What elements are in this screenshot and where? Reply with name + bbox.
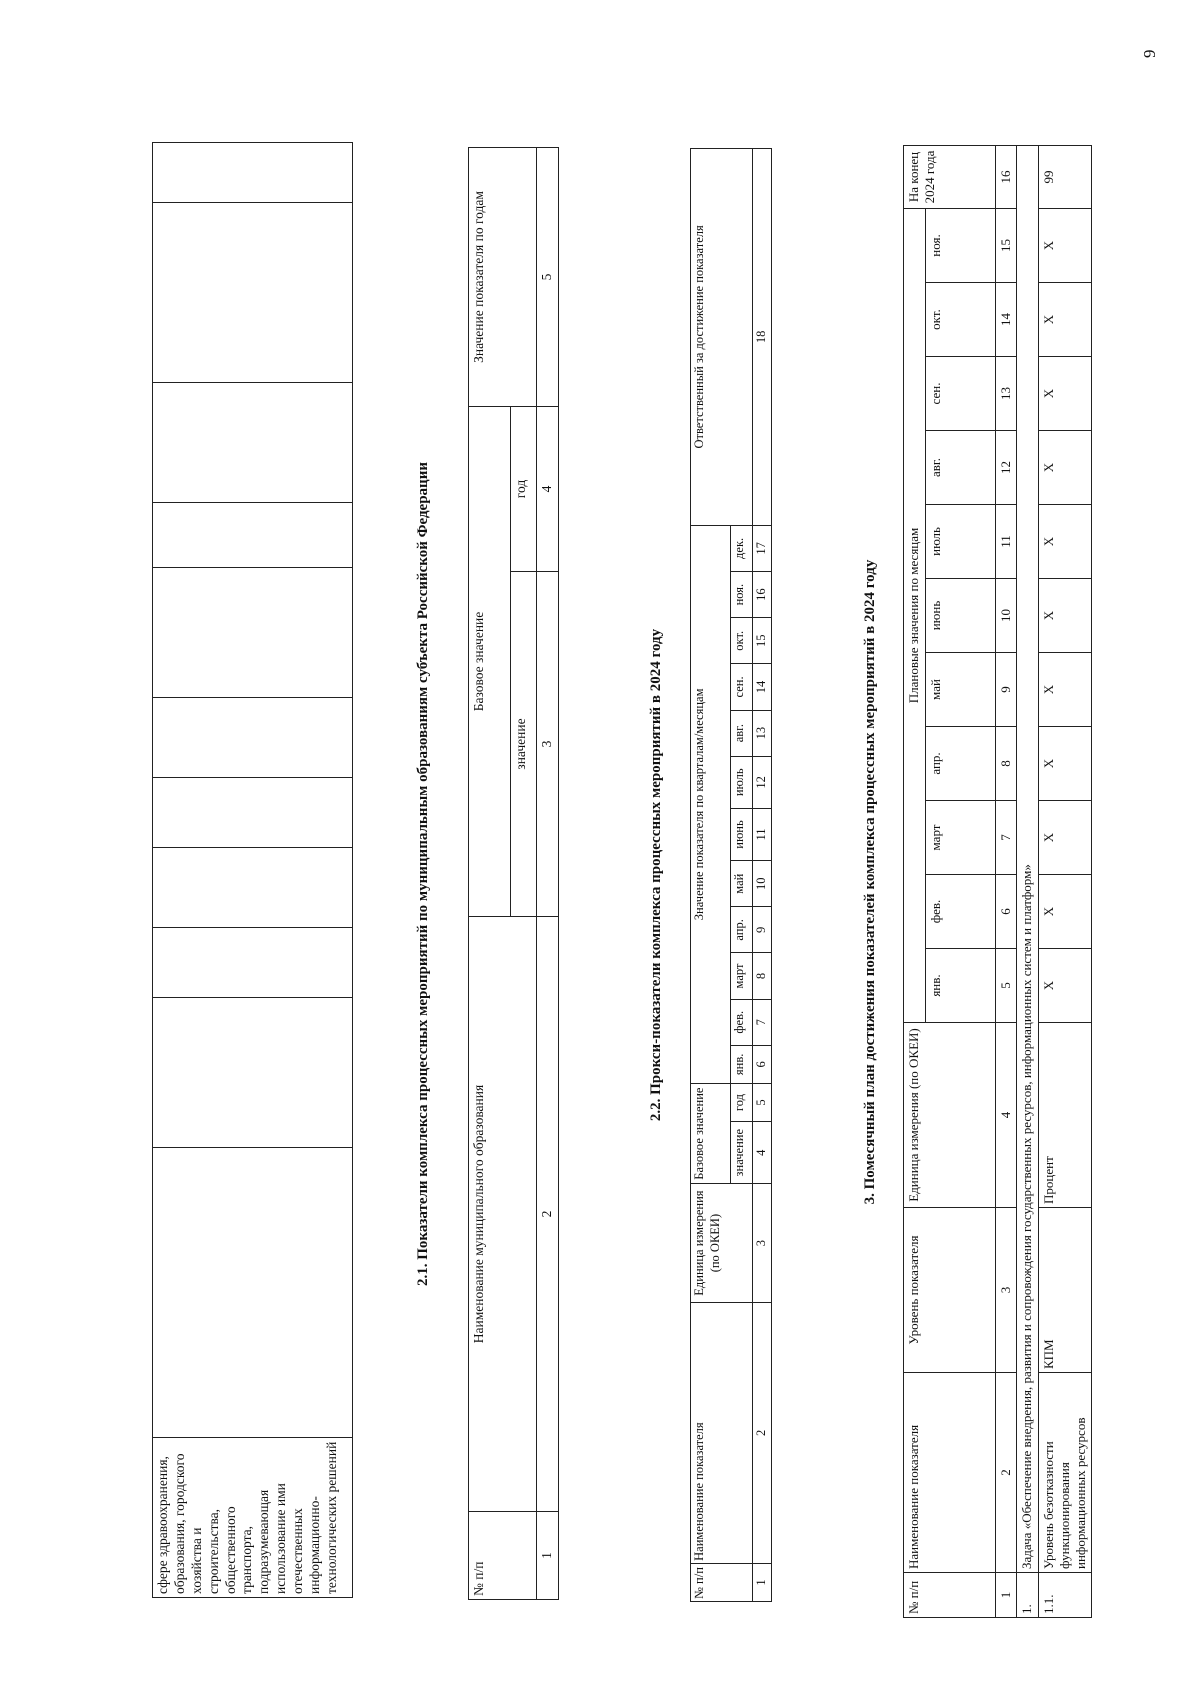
header-month: июнь (731, 808, 753, 860)
header-month: апр. (731, 907, 753, 953)
index-cell: 10 (996, 579, 1017, 653)
header-month: июль (926, 505, 996, 579)
index-cell: 7 (996, 801, 1017, 875)
index-cell: 11 (996, 505, 1017, 579)
index-cell: 11 (753, 808, 772, 860)
section-2-1-title: 2.1. Показатели комплекса процессных мероприятий по муниципальным образованиям субъекта Российской Федерации (415, 462, 431, 1286)
index-cell: 12 (753, 756, 772, 808)
index-cell: 13 (753, 710, 772, 756)
section-2-2-title: 2.2. Прокси-показатели комплекса процессных мероприятий в 2024 году (648, 628, 664, 1122)
task-text: Задача «Обеспечение внедрения, развития и сопровождения государственных ресурсов, информационных систем и платформ» (1017, 146, 1038, 1573)
row-month-value: X (1038, 579, 1092, 653)
index-cell: 2 (537, 917, 559, 1512)
header-month: сен. (926, 357, 996, 431)
header-month: авг. (926, 431, 996, 505)
row-month-value: X (1038, 875, 1092, 949)
header-month: март (926, 801, 996, 875)
index-cell: 3 (753, 1184, 772, 1302)
header-month: март (731, 953, 753, 999)
row-month-value: X (1038, 209, 1092, 283)
row-month-value: X (1038, 653, 1092, 727)
header-base-value: Базовое значение (691, 1083, 731, 1183)
header-num: № п/п (469, 1512, 537, 1600)
index-cell: 9 (996, 653, 1017, 727)
index-cell: 9 (753, 907, 772, 953)
index-cell: 15 (753, 618, 772, 664)
row-month-value: X (1038, 357, 1092, 431)
index-cell: 5 (753, 1083, 772, 1121)
header-level: Уровень показателя (904, 1208, 996, 1373)
header-month: дек. (731, 525, 753, 571)
index-cell: 5 (537, 147, 559, 406)
header-month: май (926, 653, 996, 727)
header-month: янв. (731, 1045, 753, 1083)
index-cell: 16 (996, 146, 1017, 209)
header-month: май (731, 861, 753, 907)
header-month: июнь (926, 579, 996, 653)
row-indicator-name: Уровень безотказности функционирования информационных ресурсов (1038, 1373, 1092, 1573)
index-cell: 13 (996, 357, 1017, 431)
header-num: № п/п (904, 1573, 996, 1618)
index-cell: 12 (996, 431, 1017, 505)
index-cell: 10 (753, 861, 772, 907)
index-cell: 17 (753, 525, 772, 571)
header-month: сен. (731, 664, 753, 710)
section-3-title: 3. Помесячный план достижения показателей комплекса процессных мероприятий в 2024 году (862, 559, 878, 1205)
header-indicator-name: Наименование показателя (691, 1302, 753, 1563)
index-cell: 7 (753, 999, 772, 1045)
row-month-value: X (1038, 283, 1092, 357)
header-periods: Значение показателя по кварталам/месяцам (691, 525, 731, 1083)
index-cell: 6 (753, 1045, 772, 1083)
row-month-value: X (1038, 727, 1092, 801)
index-cell: 3 (537, 572, 559, 917)
header-month: июль (731, 756, 753, 808)
header-unit: Единица измерения (по ОКЕИ) (904, 1023, 996, 1208)
index-cell: 14 (996, 283, 1017, 357)
index-cell: 8 (996, 727, 1017, 801)
header-month: авг. (731, 710, 753, 756)
page-number: 9 (1140, 49, 1159, 58)
index-cell: 5 (996, 949, 1017, 1023)
task-row (1017, 146, 1038, 1618)
table-2-2 (690, 148, 772, 1602)
row-unit: Процент (1038, 1023, 1092, 1208)
index-cell: 1 (996, 1573, 1017, 1618)
index-cell: 18 (753, 149, 772, 526)
header-year-end: На конец 2024 года (904, 146, 996, 209)
index-cell: 14 (753, 664, 772, 710)
table-row (1038, 146, 1092, 1618)
table-2-1 (468, 147, 559, 1600)
header-responsible: Ответственный за достижение показателя (691, 149, 753, 526)
header-municipality: Наименование муниципального образования (469, 917, 537, 1512)
index-cell: 8 (753, 953, 772, 999)
index-cell: 4 (537, 406, 559, 571)
header-num: № п/п (691, 1563, 753, 1601)
header-month: фев. (926, 875, 996, 949)
continuation-text: сфере здравоохранения, образования, городского хозяйства и строительства, общественного транспорта, подразумевающая использование ими отечественных информационно-технологических решений (153, 1438, 353, 1598)
continuation-table (152, 142, 353, 1598)
row-month-value: X (1038, 431, 1092, 505)
index-cell: 16 (753, 572, 772, 618)
header-base-value-year: год (511, 406, 537, 571)
header-month: ноя. (731, 572, 753, 618)
header-month: окт. (926, 283, 996, 357)
header-base-value-value: значение (511, 572, 537, 917)
row-year-end-value: 99 (1038, 146, 1092, 209)
index-cell: 4 (753, 1122, 772, 1184)
header-month: фев. (731, 999, 753, 1045)
index-cell: 6 (996, 875, 1017, 949)
header-values-by-years: Значение показателя по годам (469, 147, 537, 406)
header-planned-values: Плановые значения по месяцам (904, 209, 926, 1023)
row-month-value: X (1038, 505, 1092, 579)
index-cell: 2 (996, 1373, 1017, 1573)
task-num: 1. (1017, 1573, 1038, 1618)
index-cell: 2 (753, 1302, 772, 1563)
header-month: окт. (731, 618, 753, 664)
index-cell: 1 (537, 1512, 559, 1600)
row-month-value: X (1038, 801, 1092, 875)
header-base-value: Базовое значение (469, 406, 511, 916)
header-base-value-year: год (731, 1083, 753, 1121)
header-month: апр. (926, 727, 996, 801)
header-unit: Единица измерения (по ОКЕИ) (691, 1184, 753, 1302)
row-month-value: X (1038, 949, 1092, 1023)
header-base-value-value: значение (731, 1122, 753, 1184)
index-cell: 1 (753, 1563, 772, 1601)
row-level: КПМ (1038, 1208, 1092, 1373)
header-month: янв. (926, 949, 996, 1023)
index-cell: 3 (996, 1208, 1017, 1373)
index-cell: 4 (996, 1023, 1017, 1208)
table-3 (903, 145, 1092, 1618)
index-cell: 15 (996, 209, 1017, 283)
row-num: 1.1. (1038, 1573, 1092, 1618)
header-month: ноя. (926, 209, 996, 283)
header-indicator-name: Наименование показателя (904, 1373, 996, 1573)
